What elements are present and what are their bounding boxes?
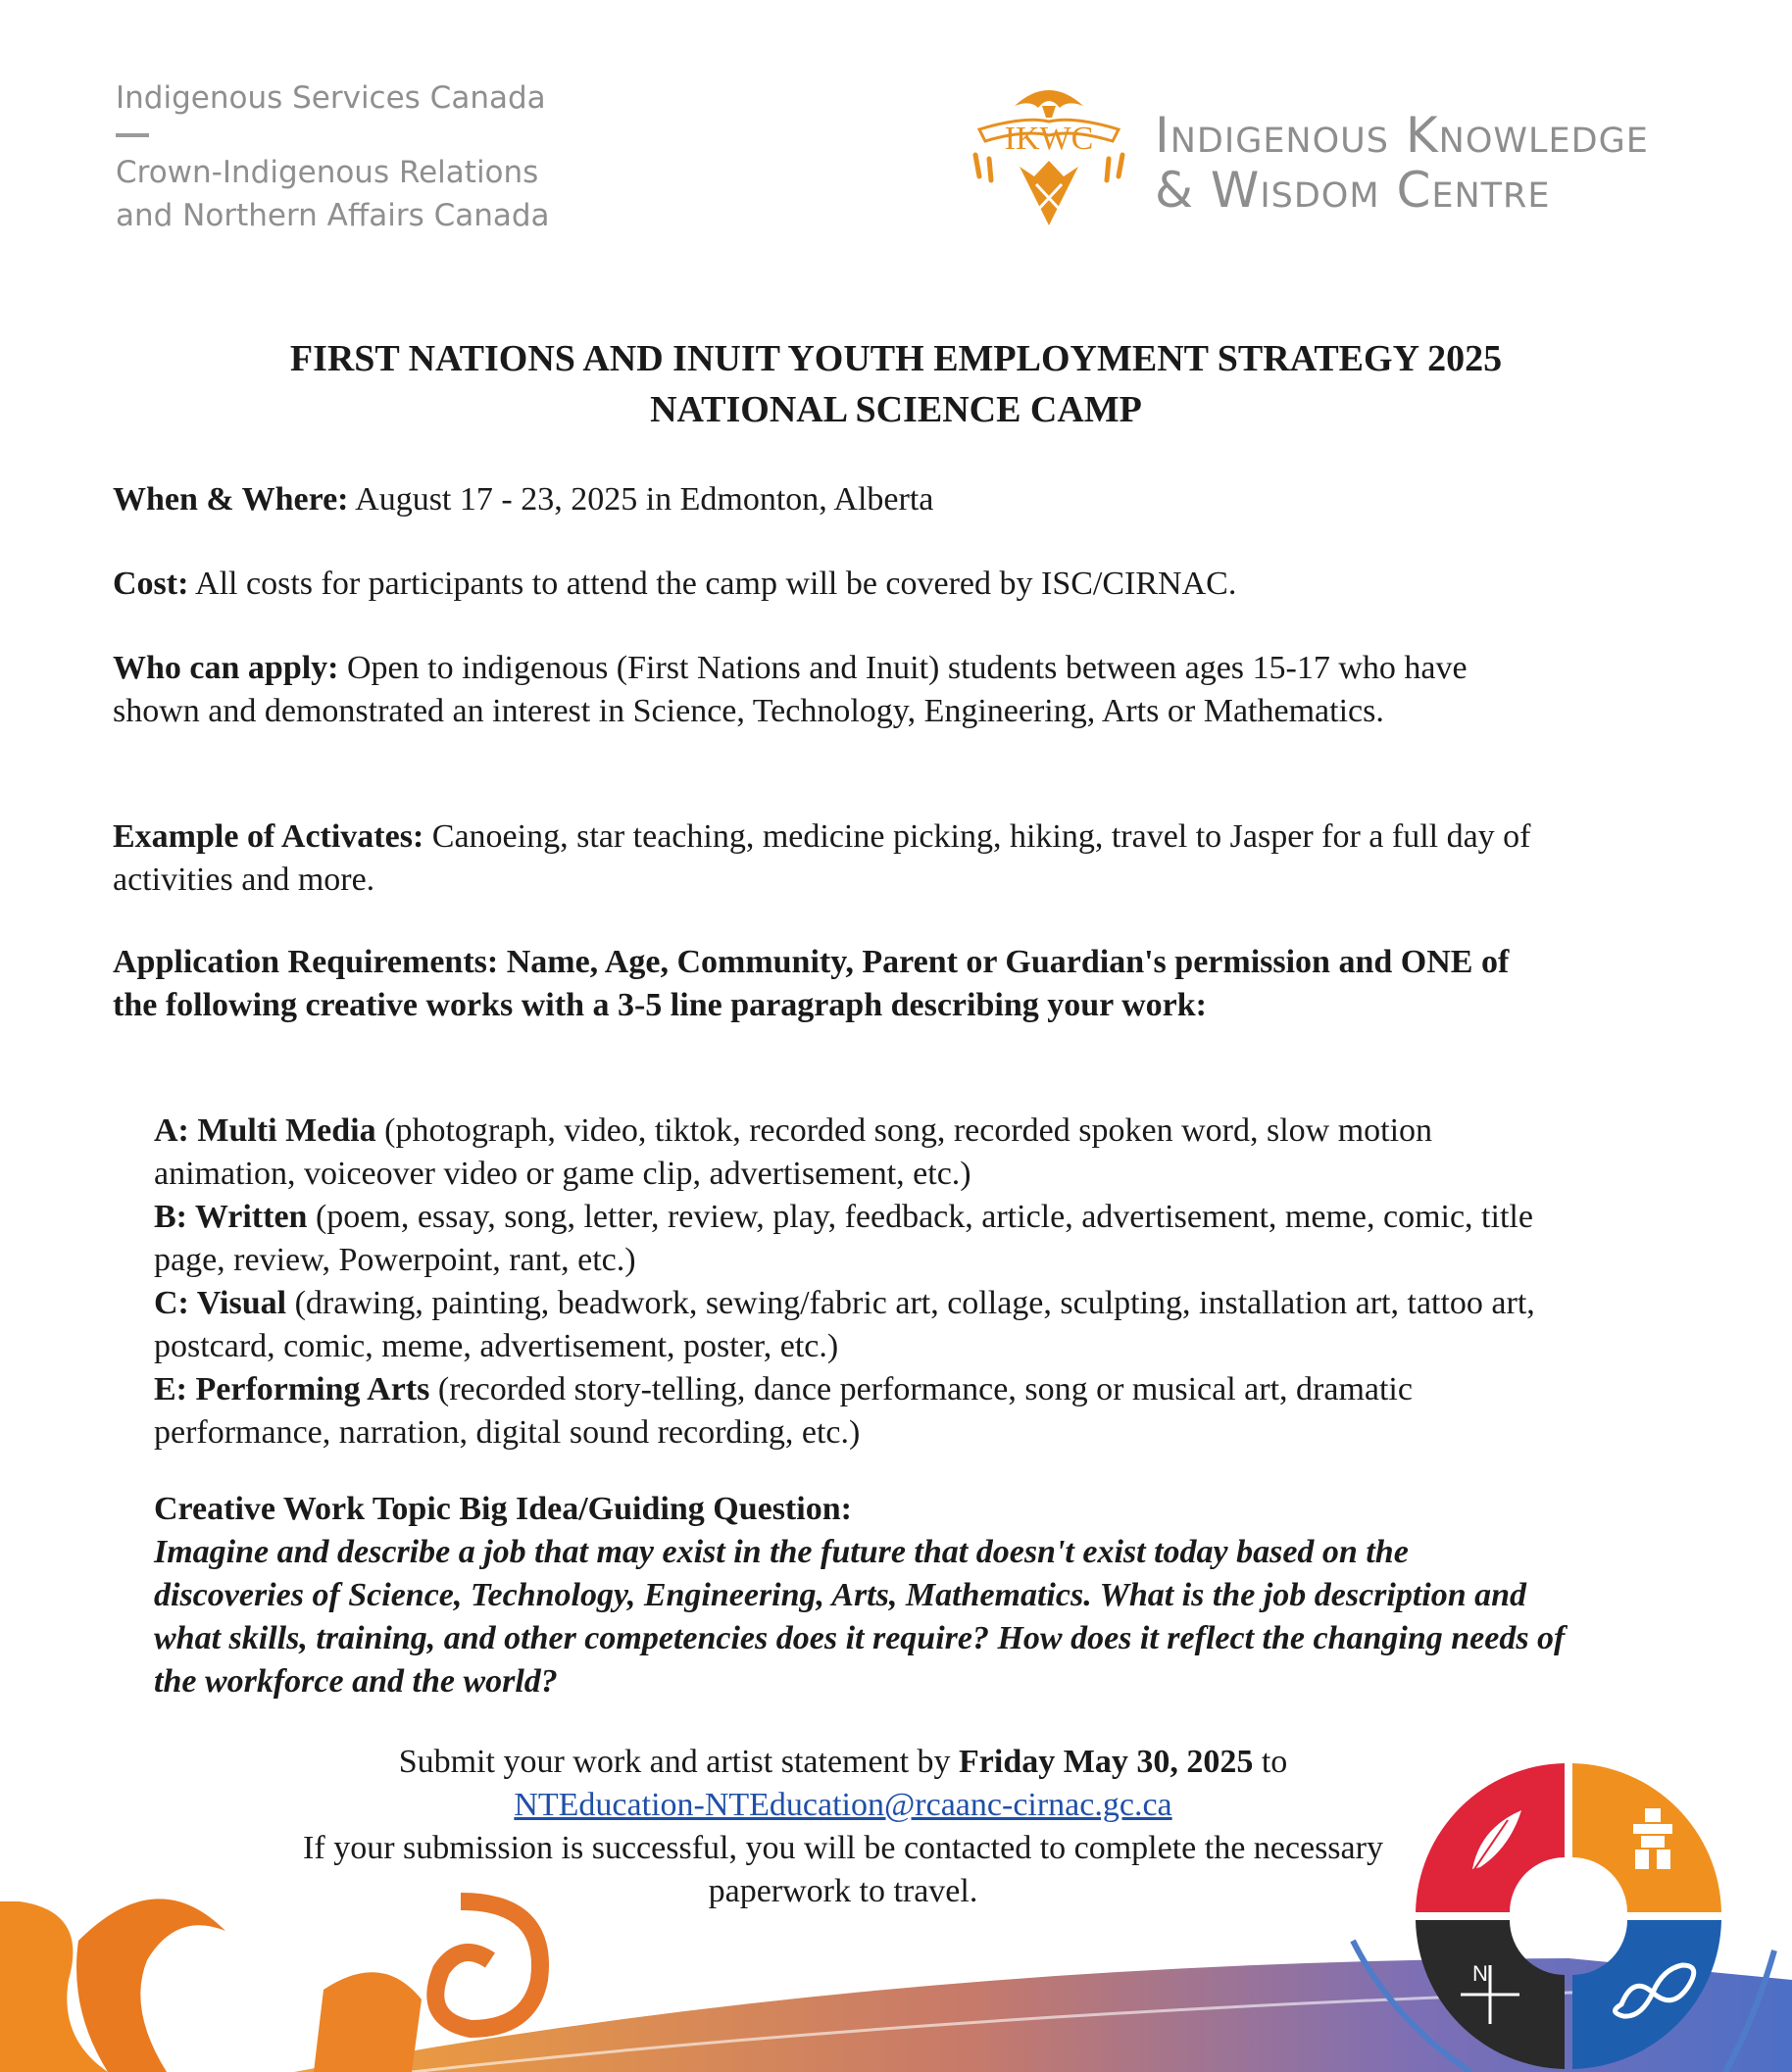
who-can-apply-text: Open to indigenous (First Nations and Inuit) students between ages 15-17 who have shown and demonstrated an interest in Science, Technology, Engineering, Arts or Mathematics. (113, 650, 1468, 729)
ikwc-name (1155, 108, 1649, 218)
list-item (154, 1282, 1546, 1368)
list-item (154, 1368, 1546, 1455)
submit-line (294, 1741, 1392, 1784)
category-text: (photograph, video, tiktok, recorded song, recorded spoken word, slow motion animation, voiceover video or game clip, advertisement, etc.) (154, 1112, 1433, 1192)
who-can-apply-label: Who can apply: (113, 650, 339, 686)
category-label: E: Performing Arts (154, 1371, 430, 1407)
header-divider (116, 133, 149, 137)
ikwc-name-line1: Indigenous Knowledge (1155, 107, 1649, 164)
category-text: (drawing, painting, beadwork, sewing/fabric art, collage, sculpting, installation art, tattoo art, postcard, comic, meme, advertisement, poster, etc.) (154, 1285, 1535, 1364)
example-activities-text: Canoeing, star teaching, medicine picking, hiking, travel to Jasper for a full day of activities and more. (113, 818, 1531, 898)
category-label: B: Written (154, 1199, 308, 1235)
topic-question: Imagine and describe a job that may exist in the future that doesn't exist today based on the discoveries of Science, Technology, Engineering, Arts, Mathematics. What is the job description and what skills, training, and other competencies does it require? How does it reflect the changing needs of the workforce and the world? (154, 1534, 1566, 1700)
title-line1: FIRST NATIONS AND INUIT YOUTH EMPLOYMENT STRATEGY 2025 (289, 338, 1503, 379)
ikwc-badge-text: IKWC (1004, 121, 1094, 157)
submit-suffix: to (1253, 1744, 1288, 1780)
medicine-wheel-logo (1412, 1759, 1725, 2072)
submit-prefix: Submit your work and artist statement by (398, 1744, 960, 1780)
example-activities-paragraph (113, 815, 1554, 902)
submission-email-link[interactable]: NTEducation-NTEducation@rcaanc-cirnac.gc.ca (514, 1787, 1172, 1823)
ikwc-eagle-logo (966, 78, 1132, 235)
topic-heading: Creative Work Topic Big Idea/Guiding Question: (154, 1491, 852, 1527)
isc-name: Indigenous Services Canada (116, 80, 546, 116)
list-item (154, 1196, 1546, 1282)
category-label: C: Visual (154, 1285, 287, 1321)
ikwc-name-line2: & Wisdom Centre (1155, 162, 1551, 219)
title-line2: NATIONAL SCIENCE CAMP (650, 389, 1142, 430)
cost-label: Cost: (113, 566, 189, 602)
cirnac-name-line2: and Northern Affairs Canada (116, 198, 550, 233)
cost-paragraph (113, 563, 1544, 606)
example-activities-label: Example of Activates: (113, 818, 424, 855)
submission-note: If your submission is successful, you will be contacted to complete the necessary paperwork to travel. (303, 1830, 1383, 1909)
application-requirements: Application Requirements: Name, Age, Community, Parent or Guardian's permission and ONE of the following creative works with a 3-5 line paragraph describing your work: (113, 944, 1510, 1023)
cost-text: All costs for participants to attend the camp will be covered by ISC/CIRNAC. (188, 566, 1237, 602)
list-item (154, 1110, 1546, 1196)
government-of-canada-header (116, 76, 550, 237)
category-label: A: Multi Media (154, 1112, 376, 1149)
who-can-apply-paragraph (113, 647, 1524, 733)
submit-deadline: Friday May 30, 2025 (959, 1744, 1254, 1780)
category-text: (recorded story-telling, dance performance, song or musical art, dramatic performance, narration, digital sound recording, etc.) (154, 1371, 1413, 1451)
creative-works-list (154, 1110, 1546, 1455)
when-where-paragraph (113, 478, 1544, 521)
category-text: (poem, essay, song, letter, review, play, feedback, article, advertisement, meme, comic, title page, review, Powerpoint, rant, etc.) (154, 1199, 1533, 1278)
when-where-label: When & Where: (113, 481, 349, 518)
when-where-text: August 17 - 23, 2025 in Edmonton, Alberta (348, 481, 934, 518)
page-title (0, 333, 1792, 435)
creative-work-topic (154, 1488, 1566, 1703)
cirnac-name-line1: Crown-Indigenous Relations (116, 155, 539, 190)
wheel-blue-quadrant (1572, 1920, 1721, 2069)
svg-text:N: N (1472, 1961, 1488, 1986)
